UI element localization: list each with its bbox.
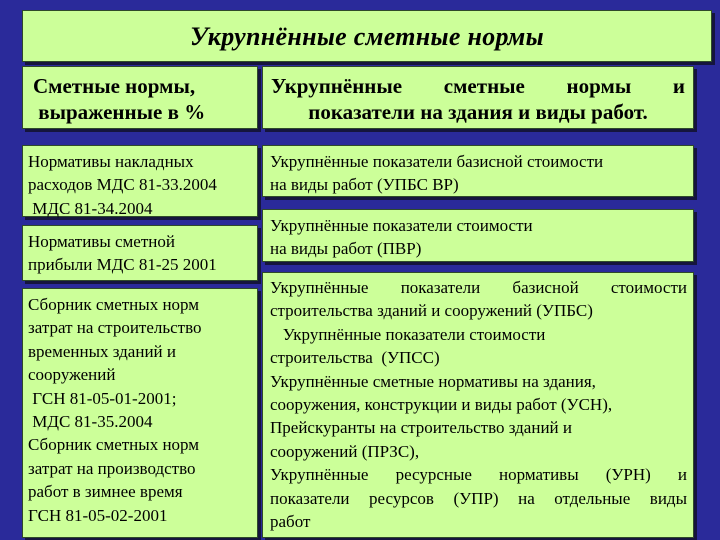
box-line: Сборник сметных норм bbox=[28, 295, 200, 314]
box-line: МДС 81-35.2004 bbox=[28, 412, 153, 432]
box-line: ГСН 81-05-01-2001; bbox=[28, 388, 177, 408]
box-line: расходов МДС 81-33.2004 bbox=[28, 175, 217, 195]
enlarged-indicators-list-box bbox=[262, 272, 694, 538]
box-line: строительства зданий и сооружений (УПБС) bbox=[270, 301, 593, 321]
upbs-vr-box bbox=[262, 145, 694, 197]
box-line: сооружения, конструкции и виды работ (УСН), bbox=[270, 395, 613, 415]
box-line: Укрупнённые показатели стоимости bbox=[270, 324, 546, 344]
box-line: временных зданий и bbox=[28, 341, 176, 361]
pvr-box bbox=[262, 209, 694, 262]
box-line: Прейскуранты на строительство зданий и bbox=[270, 418, 572, 438]
temporary-buildings-norms-box bbox=[22, 288, 258, 538]
box-line: сооружений (ПРЗС), bbox=[270, 441, 420, 461]
profit-norms-box bbox=[22, 225, 258, 281]
box-line: ГСН 81-05-02-2001 bbox=[28, 505, 168, 525]
box-line: Нормативы сметной bbox=[28, 232, 175, 251]
box-line: работ в зимнее время bbox=[28, 482, 183, 502]
box-line: МДС 81-34.2004 bbox=[28, 198, 153, 218]
header-left-line: выраженные в % bbox=[33, 100, 206, 124]
box-line: Сборник сметных норм bbox=[28, 435, 200, 455]
header-right-line: Укрупнённые сметные нормы и bbox=[271, 74, 685, 98]
box-line: затрат на производство bbox=[28, 458, 196, 478]
box-line: на виды работ (УПБС ВР) bbox=[270, 175, 459, 195]
box-line: Укрупнённые показатели базисной стоимости bbox=[270, 278, 687, 297]
box-line: на виды работ (ПВР) bbox=[270, 239, 422, 259]
box-line: Нормативы накладных bbox=[28, 152, 194, 171]
box-line: прибыли МДС 81-25 2001 bbox=[28, 255, 217, 275]
header-left-line: Сметные нормы, bbox=[33, 74, 196, 98]
box-line: Укрупнённые показатели базисной стоимости bbox=[270, 152, 604, 171]
page-title: Укрупнённые сметные нормы bbox=[22, 10, 712, 62]
box-line: Укрупнённые сметные нормативы на здания, bbox=[270, 371, 596, 391]
header-percent-norms bbox=[22, 66, 258, 129]
box-line: сооружений bbox=[28, 365, 116, 385]
box-line: Укрупнённые показатели стоимости bbox=[270, 216, 533, 235]
box-line: показатели ресурсов (УПР) на отдельные виды bbox=[270, 488, 687, 508]
header-right-line: показатели на здания и виды работ. bbox=[308, 100, 648, 124]
box-line: Укрупнённые ресурсные нормативы (УРН) и bbox=[270, 465, 687, 485]
box-line: затрат на строительство bbox=[28, 318, 202, 338]
box-line: работ bbox=[270, 512, 311, 532]
header-enlarged-norms bbox=[262, 66, 694, 129]
box-line: строительства (УПСС) bbox=[270, 348, 440, 368]
overhead-norms-box bbox=[22, 145, 258, 217]
